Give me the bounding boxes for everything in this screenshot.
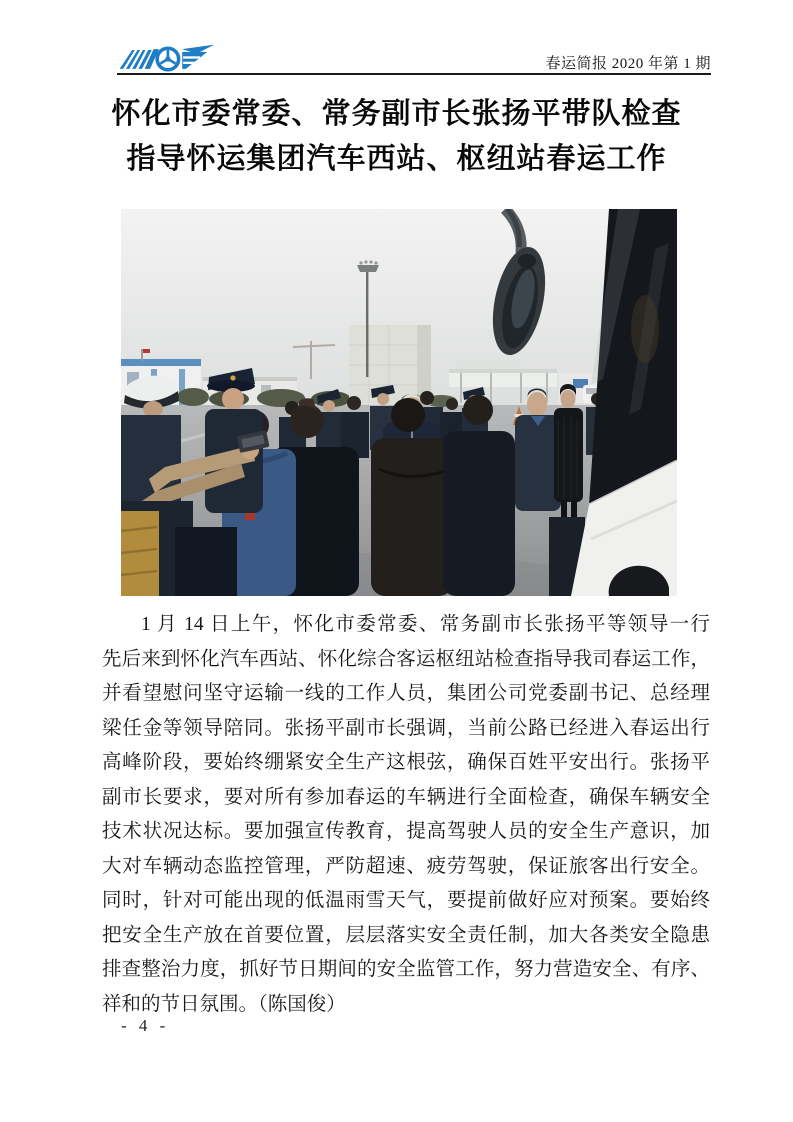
company-logo-icon bbox=[115, 42, 219, 76]
page-number: - 4 - bbox=[121, 1016, 170, 1035]
header-rule bbox=[117, 73, 711, 75]
article-title-line-2: 指导怀运集团汽车西站、枢纽站春运工作 bbox=[126, 143, 667, 175]
page-header bbox=[115, 40, 711, 76]
body-line: 并看望慰问坚守运输一线的工作人员，集团公司党委副书记、总经理 bbox=[102, 683, 710, 704]
body-line: 把安全生产放在首要位置，层层落实安全责任制，加大各类安全隐患 bbox=[102, 924, 710, 946]
body-line: 1 月 14 日上午，怀化市委常委、常务副市长张扬平等领导一行 bbox=[141, 614, 710, 635]
article-photo bbox=[121, 209, 677, 596]
body-line: 同时，针对可能出现的低温雨雪天气，要提前做好应对预案。要始终 bbox=[102, 890, 710, 911]
body-line: 祥和的节日氛围。（陈国俊） bbox=[102, 993, 346, 1015]
article-title-line-1: 怀化市委常委、常务副市长张扬平带队检查 bbox=[111, 98, 682, 130]
wings-steering-wheel-emblem bbox=[115, 42, 219, 76]
body-line: 梁任金等领导陪同。张扬平副市长强调，当前公路已经进入春运出行 bbox=[102, 717, 710, 739]
article-title bbox=[40, 92, 753, 182]
body-line: 先后来到怀化汽车西站、怀化综合客运枢纽站检查指导我司春运工作， bbox=[102, 648, 710, 670]
photo-scene bbox=[121, 209, 677, 596]
body-line: 副市长要求，要对所有参加春运的车辆进行全面检查，确保车辆安全 bbox=[102, 786, 710, 808]
body-line: 排查整治力度，抓好节日期间的安全监管工作，努力营造安全、有序、 bbox=[102, 959, 710, 980]
body-line: 大对车辆动态监控管理，严防超速、疲劳驾驶，保证旅客出行安全。 bbox=[102, 855, 710, 877]
body-paragraph bbox=[102, 608, 710, 1022]
issue-label: 春运简报 2020 年第 1 期 bbox=[545, 56, 711, 72]
body-line: 高峰阶段，要始终绷紧安全生产这根弦，确保百姓平安出行。张扬平 bbox=[102, 752, 710, 773]
body-line: 技术状况达标。要加强宣传教育，提高驾驶人员的安全生产意识，加 bbox=[102, 821, 710, 842]
